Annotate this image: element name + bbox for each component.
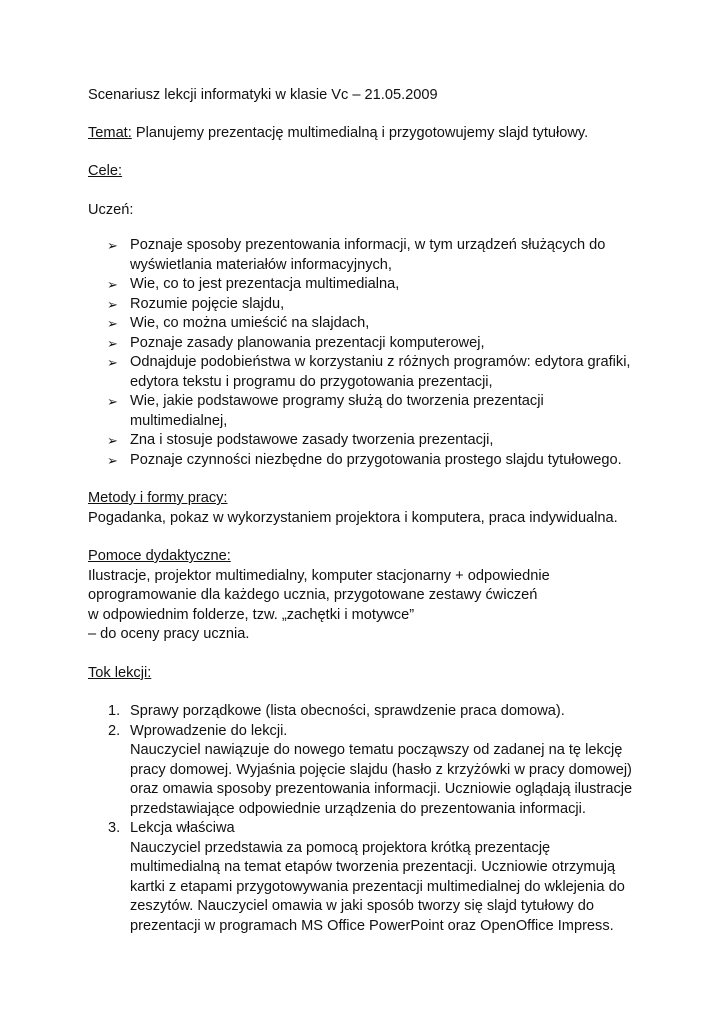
step-item: 3. Lekcja właściwa Nauczyciel przedstawia za pomocą projektora krótką prezentację multimedialną na temat etapów tworzenia prezentacji. Uczniowie otrzymują kartki z etapami przygotowywania prezentacji multimedialnej do wklejenia do zeszytów. Nauczyciel omawia w jaki sposób tworzy się slajd tytułowy do prezentacji w programach MS Office PowerPoint oraz OpenOffice Impress. — [108, 820, 625, 934]
arrow-bullet-icon: ➢ — [107, 433, 118, 448]
aids-text: – do oceny pracy ucznia. — [88, 626, 250, 642]
step-number: 3. — [108, 820, 121, 836]
pupil-label: Uczeń: — [88, 201, 134, 218]
document-title: Scenariusz lekcji informatyki w klasie Vc – 21.05.2009 — [88, 87, 438, 103]
list-item: ➢ Poznaje sposoby prezentowania informacji, w tym urządzeń służących do wyświetlania materiałów informacyjnych, — [107, 237, 606, 273]
aids-text: oprogramowanie dla każdego ucznia, przygotowane zestawy ćwiczeń — [88, 587, 538, 603]
document-page — [88, 86, 648, 936]
list-item: ➢ Rozumie pojęcie slajdu, — [107, 295, 648, 315]
methods-section — [88, 489, 648, 528]
topic-label: Temat: — [88, 124, 132, 141]
steps-list — [88, 702, 648, 936]
arrow-bullet-icon: ➢ — [107, 452, 118, 468]
methods-heading: Metody i formy pracy: — [88, 490, 228, 506]
list-item: ➢ Odnajduje podobieństwa w korzystaniu z różnych programów: edytora grafiki, edytora tekstu i programu do przygotowania prezentacji, — [107, 354, 631, 390]
aids-section — [88, 547, 648, 645]
list-item: ➢ Zna i stosuje podstawowe zasady tworzenia prezentacji, — [107, 431, 648, 451]
topic-line — [88, 124, 648, 144]
list-item: ➢ Poznaje zasady planowania prezentacji komputerowej, — [107, 334, 648, 354]
aids-heading: Pomoce dydaktyczne: — [88, 548, 231, 564]
list-item: ➢ Poznaje czynności niezbędne do przygotowania prostego slajdu tytułowego. — [107, 451, 648, 471]
goals-list — [88, 236, 648, 470]
list-item: ➢ Wie, jakie podstawowe programy służą do tworzenia prezentacji multimedialnej, — [107, 393, 544, 429]
list-item: ➢ Wie, co można umieścić na slajdach, — [107, 314, 648, 334]
step-number: 2. — [108, 722, 121, 739]
step-item: 1. Sprawy porządkowe (lista obecności, sprawdzenie praca domowa). — [108, 702, 648, 722]
goals-heading: Cele: — [88, 163, 123, 179]
methods-text: Pogadanka, pokaz w wykorzystaniem projektora i komputera, praca indywidualna. — [88, 509, 618, 526]
list-item: ➢ Wie, co to jest prezentacja multimedialna, — [107, 275, 648, 295]
step-number: 1. — [108, 703, 121, 719]
course-heading: Tok lekcji: — [88, 664, 152, 681]
arrow-bullet-icon: ➢ — [107, 296, 118, 312]
arrow-bullet-icon: ➢ — [107, 238, 118, 253]
arrow-bullet-icon: ➢ — [107, 277, 118, 292]
aids-text: w odpowiednim folderze, tzw. „zachętki i motywce” — [88, 606, 415, 623]
arrow-bullet-icon: ➢ — [107, 335, 118, 351]
topic-text: Planujemy prezentację multimedialną i przygotowujemy slajd tytułowy. — [131, 124, 589, 141]
step-item: 2. Wprowadzenie do lekcji. Nauczyciel nawiązuje do nowego tematu począwszy od zadanej na tę lekcję pracy domowej. Wyjaśnia pojęcie slajdu (hasło z krzyżówki w pracy domowej) oraz omawia sposoby prezentowania informacji. Uczniowie oglądają ilustracje przedstawiające odpowiednie urządzenia do prezentowania informacji. — [108, 722, 633, 817]
arrow-bullet-icon: ➢ — [107, 316, 118, 331]
arrow-bullet-icon: ➢ — [107, 355, 118, 370]
aids-text: Ilustracje, projektor multimedialny, komputer stacjonarny + odpowiednie — [88, 567, 550, 584]
arrow-bullet-icon: ➢ — [107, 394, 118, 409]
